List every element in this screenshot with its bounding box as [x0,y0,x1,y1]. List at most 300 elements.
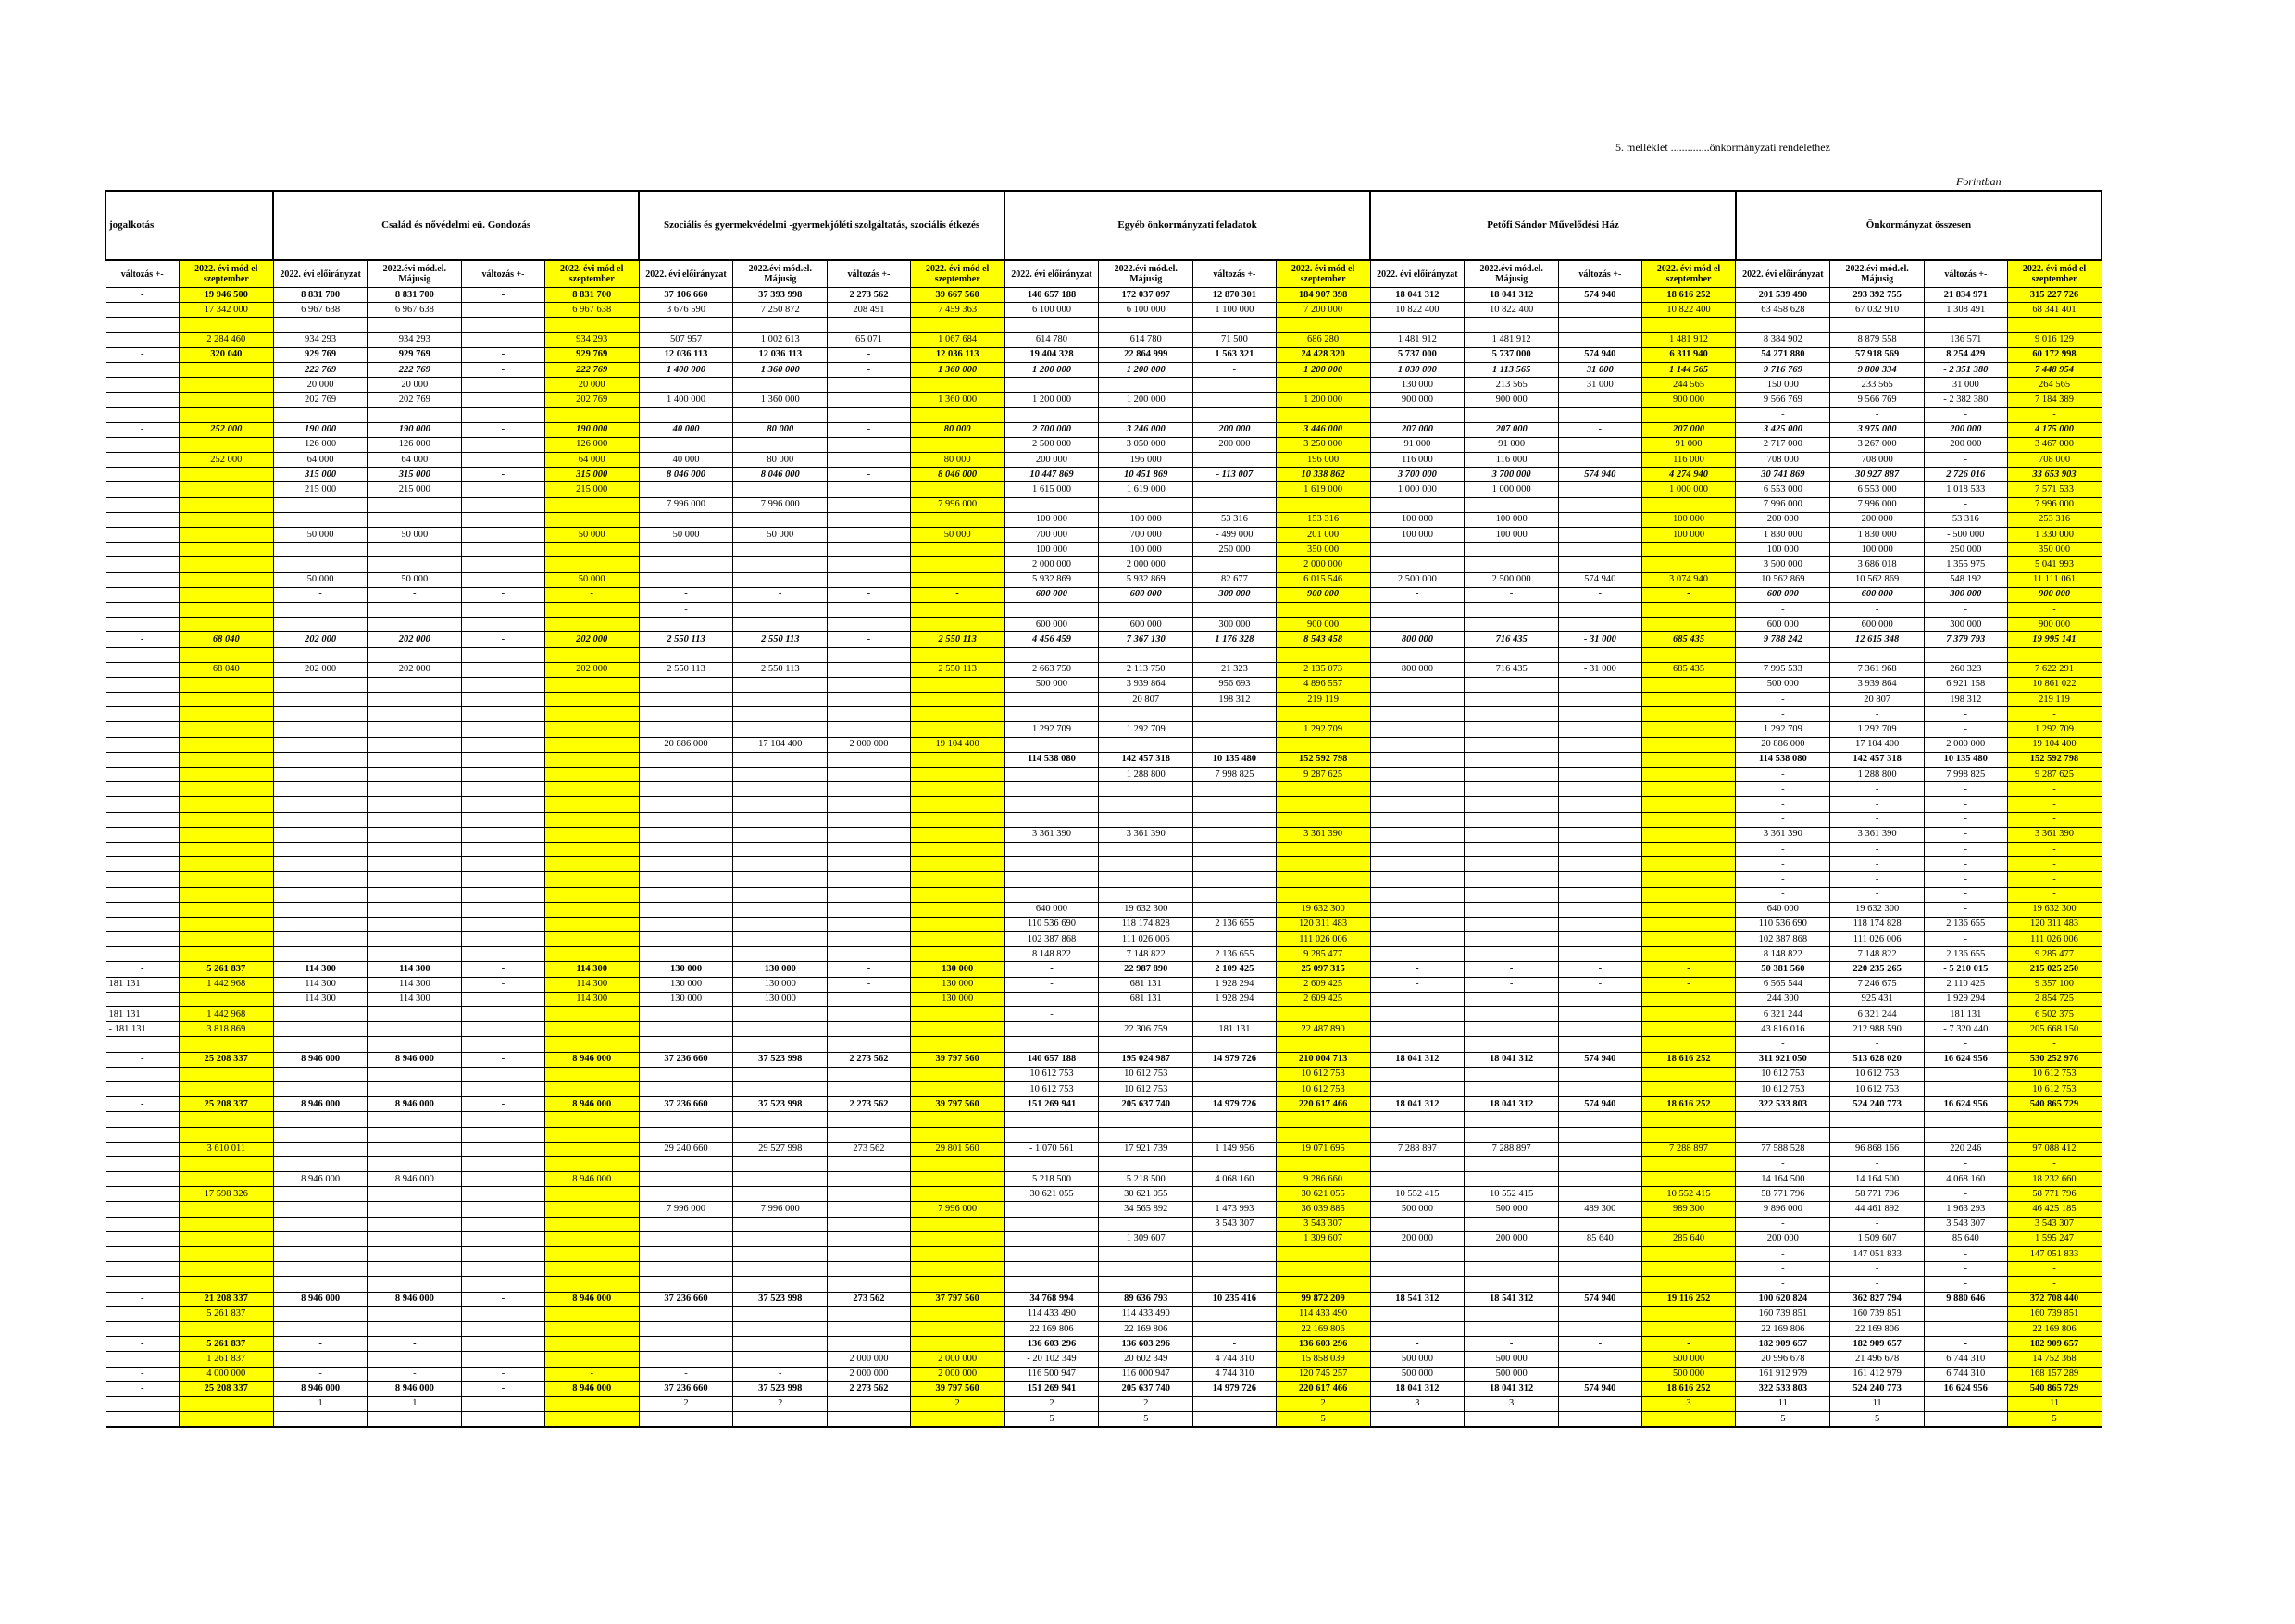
table-row [106,1202,2102,1217]
table-cell: 1 309 607 [1276,1231,1370,1246]
table-cell [1559,512,1642,527]
table-cell: 600 000 [1830,587,1925,602]
table-cell [639,407,733,422]
table-cell: 18 041 312 [1370,1381,1465,1396]
table-cell [733,1337,828,1352]
table-cell: - [1830,797,1925,812]
table-cell: 500 000 [1465,1367,1559,1381]
table-cell: 500 000 [1465,1352,1559,1367]
table-cell [1004,1022,1099,1037]
table-cell [910,1187,1004,1202]
table-cell: 7 288 897 [1641,1142,1736,1156]
table-cell: 11 [1736,1396,1830,1411]
table-cell: 4 896 557 [1276,677,1370,692]
table-cell [639,1172,733,1187]
table-cell [1370,827,1465,842]
table-cell [828,1247,911,1262]
table-cell [368,1231,462,1246]
table-cell [462,1037,545,1052]
table-cell: - [639,602,733,617]
table-cell [179,512,273,527]
table-cell: 8 946 000 [368,1097,462,1112]
table-cell: 21 323 [1193,662,1277,677]
table-row [106,1067,2102,1081]
table-cell: 900 000 [1641,393,1736,407]
table-cell [639,1022,733,1037]
table-cell: 9 016 129 [2007,332,2102,347]
table-cell [1925,647,2008,662]
table-cell: - [828,962,911,977]
table-cell [462,902,545,917]
table-cell [1276,378,1370,393]
table-cell [462,497,545,512]
table-cell [639,1231,733,1246]
table-cell [462,1321,545,1336]
table-cell [1559,528,1642,543]
table-cell [910,707,1004,722]
table-cell: 161 912 979 [1736,1367,1830,1381]
table-cell: 5 932 869 [1099,572,1193,587]
table-cell: 110 536 690 [1736,917,1830,931]
table-cell: - [1193,1337,1277,1352]
table-cell [639,1337,733,1352]
table-cell [2007,647,2102,662]
table-cell: 315 000 [273,468,368,482]
table-cell: 956 693 [1193,677,1277,692]
table-cell [910,797,1004,812]
table-cell: 12 036 113 [910,347,1004,362]
table-cell [1099,647,1193,662]
table-cell [462,482,545,497]
table-cell [1925,1321,2008,1336]
table-cell [544,1231,639,1246]
table-cell: 15 858 039 [1276,1352,1370,1367]
table-row [106,1262,2102,1277]
table-cell [1004,602,1099,617]
table-cell [1004,407,1099,422]
table-cell [1559,407,1642,422]
table-cell [910,482,1004,497]
table-cell [910,1022,1004,1037]
table-cell [368,407,462,422]
table-cell [1641,1112,1736,1127]
table-cell [1641,872,1736,887]
table-cell [273,1352,368,1367]
table-cell [462,722,545,737]
table-row [106,992,2102,1006]
table-cell [1465,722,1559,737]
table-cell: 8 946 000 [368,1052,462,1067]
table-cell [273,947,368,962]
table-cell [273,827,368,842]
table-cell: 150 000 [1736,378,1830,393]
table-cell [106,1321,179,1336]
table-cell [1193,932,1277,947]
table-cell: - [828,632,911,647]
table-cell: 64 000 [273,453,368,468]
table-cell: - 181 131 [106,1022,179,1037]
table-cell [106,1412,179,1428]
table-cell: 68 341 401 [2007,303,2102,318]
table-cell: 2 [1099,1396,1193,1411]
table-cell [273,618,368,632]
table-cell: 5 261 837 [179,962,273,977]
table-cell: 77 588 528 [1736,1142,1830,1156]
table-cell [1193,318,1277,332]
table-cell [1465,1081,1559,1096]
table-cell [1193,902,1277,917]
col-change: változás +- [828,260,911,288]
table-cell [462,437,545,452]
table-cell: 205 668 150 [2007,1022,2102,1037]
table-cell [1193,1412,1277,1428]
table-cell: 202 000 [368,662,462,677]
table-cell: - [828,977,911,992]
table-cell: 524 240 773 [1830,1097,1925,1112]
table-cell: 114 300 [544,962,639,977]
table-cell [1465,1217,1559,1231]
table-cell: 50 000 [368,528,462,543]
table-cell [544,543,639,557]
table-cell [910,602,1004,617]
table-cell [544,947,639,962]
table-cell [1370,812,1465,827]
table-cell: - [1641,1337,1736,1352]
table-cell [1559,453,1642,468]
table-cell [179,587,273,602]
table-cell: 222 769 [368,362,462,377]
table-cell: - 5 210 015 [1925,962,2008,977]
annex-note: 5. melléklet ..............önkormányzati rendelethez [1615,141,1830,154]
table-cell: 43 816 016 [1736,1022,1830,1037]
table-cell: 37 523 998 [733,1381,828,1396]
table-cell [910,318,1004,332]
table-cell [733,543,828,557]
table-cell: 2 000 000 [910,1352,1004,1367]
table-cell [1370,782,1465,797]
table-cell: - [462,1381,545,1396]
table-cell [462,797,545,812]
table-cell [1641,1277,1736,1292]
table-cell: 934 293 [544,332,639,347]
table-cell: 3 975 000 [1830,422,1925,437]
table-cell: 530 252 976 [2007,1052,2102,1067]
table-cell [828,768,911,782]
table-cell: 114 300 [273,992,368,1006]
table-cell [828,797,911,812]
table-cell [1193,857,1277,872]
table-cell [106,917,179,931]
table-cell [639,812,733,827]
table-cell [544,1112,639,1127]
table-cell [462,528,545,543]
table-row [106,422,2102,437]
table-cell [544,1352,639,1367]
table-cell: 147 051 833 [2007,1247,2102,1262]
table-cell [368,707,462,722]
table-cell [733,782,828,797]
table-cell [368,543,462,557]
table-cell: - [1736,1217,1830,1231]
table-cell [1559,332,1642,347]
table-cell [544,647,639,662]
table-cell [462,557,545,572]
table-cell: - [462,288,545,303]
table-cell [828,722,911,737]
table-cell: 10 612 753 [1276,1081,1370,1096]
table-cell: 2 [1004,1396,1099,1411]
table-cell [1559,1247,1642,1262]
table-cell: 37 797 560 [910,1292,1004,1306]
table-cell: - [1559,422,1642,437]
table-cell: 7 996 000 [910,497,1004,512]
table-cell [106,932,179,947]
table-cell [544,737,639,752]
table-cell [462,393,545,407]
table-cell [910,827,1004,842]
table-cell [828,812,911,827]
table-cell [733,602,828,617]
table-cell: - [828,422,911,437]
table-cell [544,497,639,512]
table-cell: 8 946 000 [273,1381,368,1396]
table-cell [1641,812,1736,827]
table-cell [1276,1277,1370,1292]
table-cell: 50 381 560 [1736,962,1830,977]
table-cell [1641,752,1736,767]
group-csalad: Család és nővédelmi eü. Gondozás [273,191,639,260]
table-cell [179,768,273,782]
table-cell [1099,812,1193,827]
table-cell [462,407,545,422]
table-cell: 200 000 [1193,437,1277,452]
table-cell [1465,543,1559,557]
table-cell [1830,318,1925,332]
table-cell: 9 287 625 [2007,768,2102,782]
table-cell [1465,768,1559,782]
table-cell: - [1925,407,2008,422]
table-cell [1465,782,1559,797]
table-cell [1193,1007,1277,1022]
table-cell [368,1067,462,1081]
table-cell [1099,1007,1193,1022]
table-cell: 85 640 [1559,1231,1642,1246]
table-cell [106,437,179,452]
table-cell: 1 442 968 [179,977,273,992]
table-cell: - [1830,602,1925,617]
table-cell: 14 979 726 [1193,1097,1277,1112]
table-cell [910,618,1004,632]
table-cell [273,1231,368,1246]
table-cell [1004,737,1099,752]
table-cell: 85 640 [1925,1231,2008,1246]
table-cell [828,902,911,917]
table-cell [273,722,368,737]
table-cell [910,693,1004,707]
table-cell: 114 300 [368,992,462,1006]
table-cell: - [1925,887,2008,902]
table-cell: - [1925,602,2008,617]
table-cell: - [828,347,911,362]
table-cell: - [1830,1262,1925,1277]
table-cell [910,842,1004,856]
table-row [106,362,2102,377]
table-cell [106,722,179,737]
table-cell [179,1217,273,1231]
table-cell [106,1202,179,1217]
table-cell: 222 769 [544,362,639,377]
table-cell [106,512,179,527]
table-cell: - [2007,1262,2102,1277]
col-plan: 2022. évi előirányzat [1370,260,1465,288]
table-cell: 10 612 753 [1004,1081,1099,1096]
table-cell: 500 000 [1370,1367,1465,1381]
table-cell [106,812,179,827]
table-cell [106,407,179,422]
table-cell: 40 000 [639,453,733,468]
table-cell [733,693,828,707]
table-row [106,737,2102,752]
table-cell: 50 000 [273,528,368,543]
table-cell: 39 797 560 [910,1381,1004,1396]
table-cell: 2 854 725 [2007,992,2102,1006]
table-cell: - [1830,1277,1925,1292]
table-cell [273,887,368,902]
table-cell [828,917,911,931]
table-cell [639,647,733,662]
table-cell [462,707,545,722]
table-cell: 12 870 301 [1193,288,1277,303]
table-cell: - [462,468,545,482]
table-cell [106,1277,179,1292]
table-row [106,1081,2102,1096]
table-cell [1099,497,1193,512]
table-cell: 207 000 [1465,422,1559,437]
table-row [106,662,2102,677]
table-cell: 250 000 [1193,543,1277,557]
table-cell [1370,902,1465,917]
table-cell [1004,1217,1099,1231]
table-cell: 126 000 [368,437,462,452]
table-cell: 1 261 837 [179,1352,273,1367]
table-cell: 17 598 326 [179,1187,273,1202]
table-cell [273,737,368,752]
table-cell: 10 612 753 [1276,1067,1370,1081]
table-cell: 3 [1641,1396,1736,1411]
table-cell: 574 940 [1559,1097,1642,1112]
table-cell [1465,618,1559,632]
table-row [106,1337,2102,1352]
table-cell [273,1262,368,1277]
table-cell [733,722,828,737]
table-cell: - [1925,1156,2008,1171]
table-cell: 11 [1830,1396,1925,1411]
table-cell: 153 316 [1276,512,1370,527]
table-cell [544,1142,639,1156]
table-cell: - [1925,1262,2008,1277]
table-cell: 130 000 [733,992,828,1006]
table-cell: 201 000 [1276,528,1370,543]
table-cell [910,902,1004,917]
table-cell [1193,737,1277,752]
table-cell [1004,497,1099,512]
table-cell: 8 879 558 [1830,332,1925,347]
table-cell [1370,857,1465,872]
table-cell: 10 552 415 [1370,1187,1465,1202]
table-cell [462,887,545,902]
table-cell: 17 104 400 [733,737,828,752]
table-cell [179,1262,273,1277]
table-cell: 7 996 000 [1736,497,1830,512]
table-cell: 10 612 753 [1830,1081,1925,1096]
table-cell: 8 831 700 [544,288,639,303]
table-cell: - [106,422,179,437]
table-cell [1004,318,1099,332]
table-cell [2007,1112,2102,1127]
table-cell [1370,1037,1465,1052]
table-cell [179,393,273,407]
table-cell [639,1277,733,1292]
table-cell: - [1370,1337,1465,1352]
table-cell: 7 996 000 [639,1202,733,1217]
table-cell: 21 208 337 [179,1292,273,1306]
table-row [106,378,2102,393]
table-cell [179,1231,273,1246]
table-cell [828,693,911,707]
table-cell: - [106,1097,179,1112]
table-cell [1193,872,1277,887]
table-cell: 500 000 [1370,1202,1465,1217]
table-cell [1641,902,1736,917]
table-cell: 50 000 [910,528,1004,543]
table-cell [910,557,1004,572]
table-cell [1641,1007,1736,1022]
table-cell: 34 565 892 [1099,1202,1193,1217]
table-cell [828,453,911,468]
table-cell [1559,857,1642,872]
table-cell [462,737,545,752]
table-cell [544,932,639,947]
table-cell [1465,797,1559,812]
table-cell [910,437,1004,452]
table-cell [828,1007,911,1022]
table-cell [639,768,733,782]
table-cell [273,1277,368,1292]
table-cell [1193,827,1277,842]
table-cell: - [1736,797,1830,812]
table-row [106,782,2102,797]
table-cell [106,902,179,917]
table-row [106,842,2102,856]
table-cell [733,1022,828,1037]
table-cell: 21 834 971 [1925,288,2008,303]
table-cell [1193,722,1277,737]
table-cell: 3 939 864 [1830,677,1925,692]
table-cell: 1 292 709 [1099,722,1193,737]
table-cell: 136 603 296 [1276,1337,1370,1352]
table-cell: - [273,587,368,602]
table-cell [1370,1112,1465,1127]
table-cell: - [1193,362,1277,377]
table-cell [179,1156,273,1171]
table-cell: 22 169 806 [1276,1321,1370,1336]
table-cell [1193,453,1277,468]
table-cell: 100 000 [1004,543,1099,557]
table-cell [733,1306,828,1321]
table-cell: 114 433 490 [1099,1306,1193,1321]
table-cell: 500 000 [1641,1367,1736,1381]
table-cell: 3 [1465,1396,1559,1411]
